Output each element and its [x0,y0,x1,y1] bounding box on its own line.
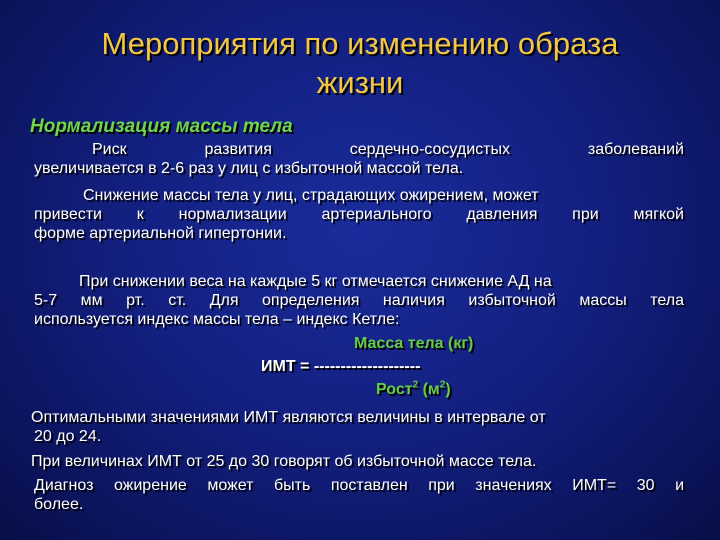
formula-unit-close: ) [445,381,451,398]
paragraph-obesity [34,476,684,514]
formula-unit-open: (м [418,381,440,398]
paragraph-bmi-intro-line-2: 5-7 мм рт. ст. Для определения наличия избыточной массы тела [34,292,684,309]
paragraph-risk-line-1: Риск развития сердечно-сосудистых заболеваний [92,141,684,158]
paragraph-optimal-line-2: 20 до 24. [34,428,102,445]
section-heading: Нормализация массы тела [30,116,293,137]
slide-title-line-2: жизни [316,65,404,100]
formula-denominator [376,381,451,399]
paragraph-risk [34,140,684,178]
paragraph-weight-loss-line-2: привести к нормализации артериального давления при мягкой [34,206,684,223]
paragraph-weight-loss-line-1: Снижение массы тела у лиц, страдающих ожирением, может [83,187,539,204]
formula-fraction-bar: -------------------- [313,358,421,375]
paragraph-optimal-line-1: Оптимальными значениями ИМТ являются величины в интервале от [31,409,546,426]
paragraph-optimal [31,408,685,446]
formula-unit-exp: 2 [439,379,446,391]
paragraph-bmi-intro-line-3: используется индекс массы тела – индекс Кетле: [34,311,400,328]
formula-numerator: Масса тела (кг) [354,335,474,352]
formula-denominator-exp: 2 [412,379,419,391]
paragraph-weight-loss [34,186,684,243]
formula-lhs: ИМТ = [261,358,310,375]
paragraph-risk-line-2: увеличивается в 2-6 раз у лиц с избыточной массой тела. [34,160,464,177]
paragraph-bmi-intro-line-1: При снижении веса на каждые 5 кг отмечается снижение АД на [79,273,552,290]
paragraph-obesity-line-2: более. [34,496,84,513]
paragraph-overweight [31,452,685,471]
formula-lhs-and-bar [261,358,420,376]
formula-denominator-base: Рост [376,381,413,398]
paragraph-obesity-line-1: Диагноз ожирение может быть поставлен при значениях ИМТ= 30 и [34,477,684,494]
paragraph-weight-loss-line-3: форме артериальной гипертонии. [34,225,287,242]
paragraph-bmi-intro [34,272,684,329]
slide-title-line-1: Мероприятия по изменению образа [101,26,619,61]
paragraph-overweight-line-1: При величинах ИМТ от 25 до 30 говорят об избыточной массе тела. [31,453,537,470]
